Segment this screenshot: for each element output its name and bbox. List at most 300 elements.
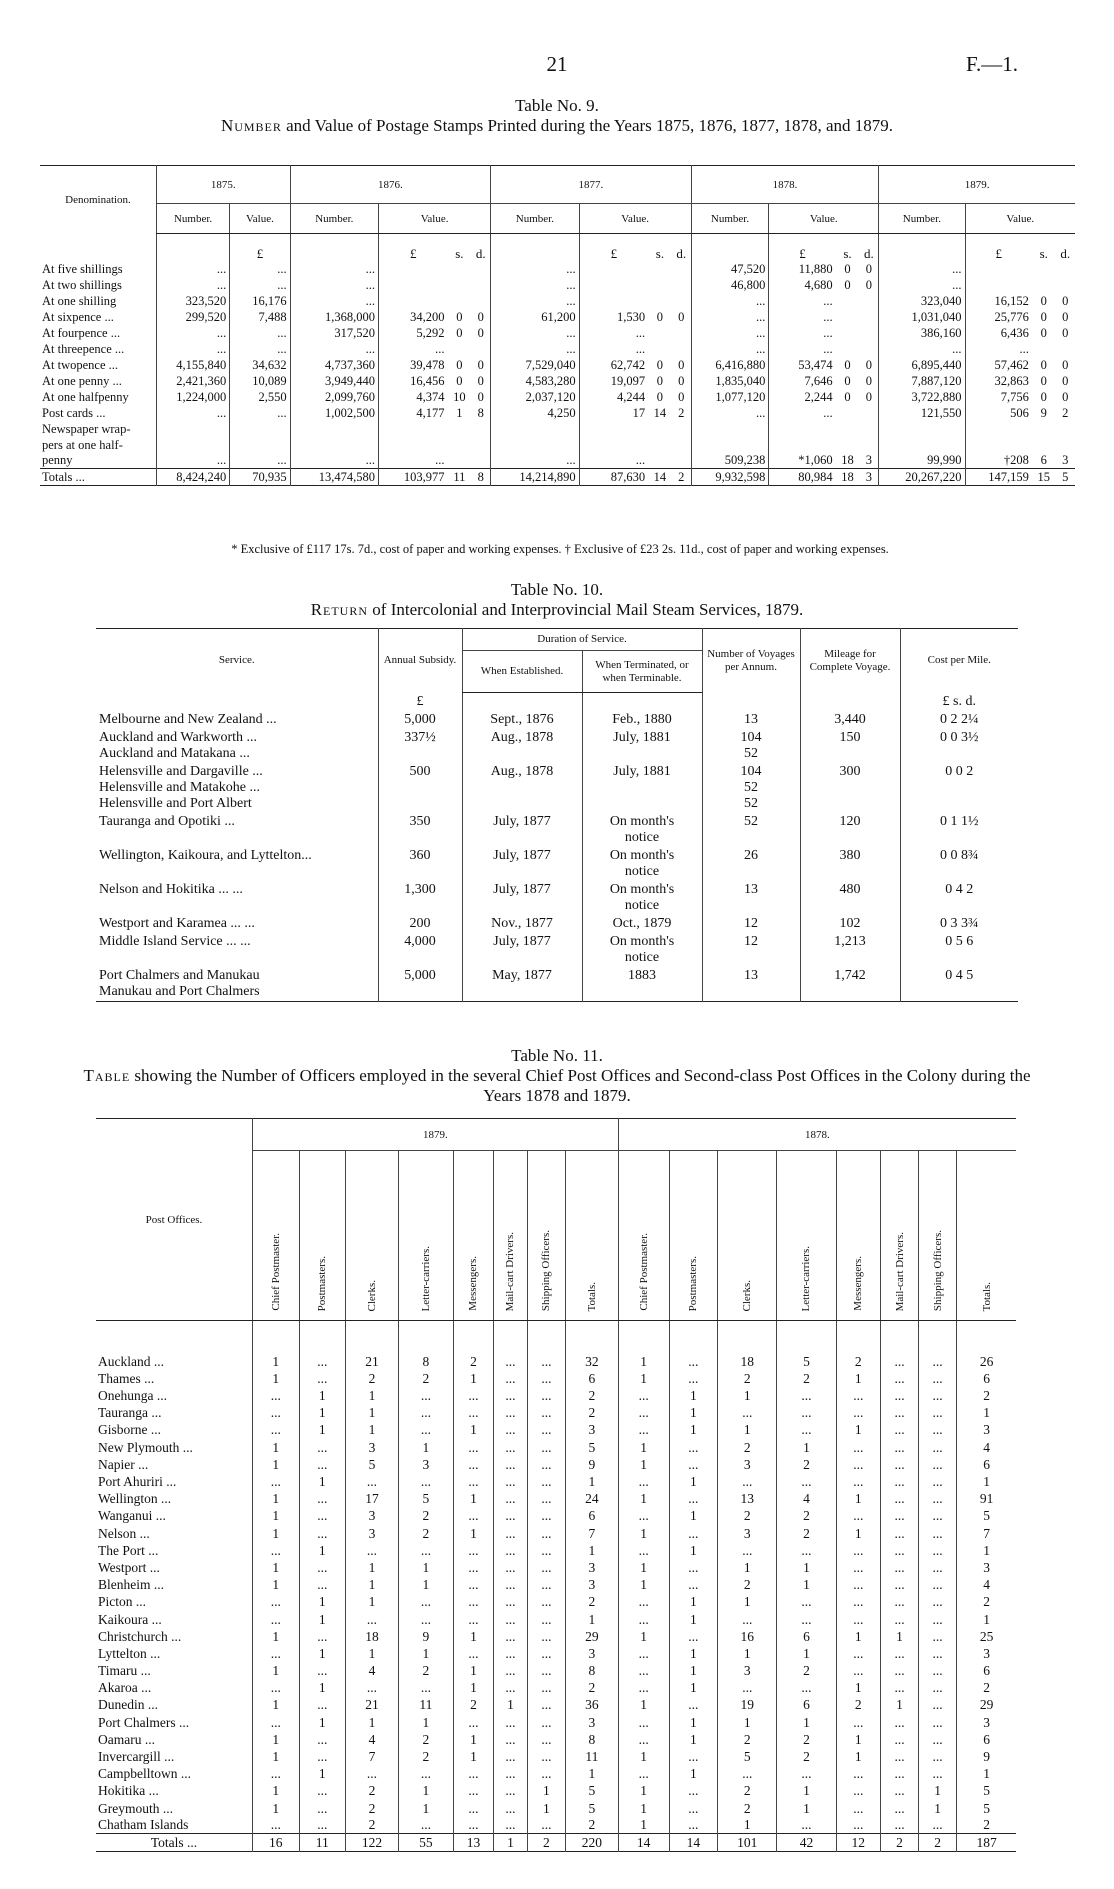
terminated-line: On month's [609,881,675,897]
post-office-row [96,1473,1016,1490]
officer-count: 2 [957,1679,1016,1696]
post-office-name: Hokitika ... [98,1783,159,1799]
value-cell [448,421,472,437]
column-label: Chief Postmaster. [637,1233,650,1311]
officer-count: 1 [618,1438,669,1455]
value-cell: 6,895,440 [879,357,965,373]
when-terminated [582,813,702,847]
officer-count: ... [494,1713,528,1730]
officer-count: 1 [398,1799,453,1816]
officer-count: ... [494,1559,528,1576]
officer-count: ... [453,1404,493,1421]
post-office-row [96,1748,1016,1765]
service-name [96,813,378,847]
terminated-line: On month's [609,813,675,829]
value-cell: ... [769,325,836,341]
service-name [96,967,378,1002]
officer-count: ... [919,1370,957,1387]
value-cell [1032,341,1056,357]
value-cell: 0 [1062,389,1069,404]
value-cell: 6 [1040,453,1047,467]
value-cell: 1,002,500 [290,405,378,421]
value-cell: *1,060 [769,453,836,469]
mileage: 102 [800,915,900,933]
officer-count: 5 [777,1353,836,1370]
value-cell: 18 [841,453,854,467]
value-cell: †208 [965,453,1032,469]
officer-count: ... [527,1490,565,1507]
value-cell: 87,630 [579,469,648,486]
service-row [96,967,1018,1002]
value-cell: ... [290,261,378,277]
post-office-row [96,1370,1016,1387]
officer-count: 7 [957,1524,1016,1541]
officer-count: ... [494,1662,528,1679]
denomination-label: penny [42,453,73,467]
officer-count: ... [527,1696,565,1713]
value-cell [648,453,672,469]
officer-count: ... [919,1559,957,1576]
officer-count: ... [836,1438,880,1455]
officer-count: 42 [777,1834,836,1852]
value-cell [156,421,229,437]
value-cell: ... [769,341,836,357]
officer-count: ... [453,1507,493,1524]
officer-count: ... [398,1404,453,1421]
voyages-per-annum [702,847,800,881]
officer-count: 9 [565,1456,618,1473]
officer-column-header [777,1151,836,1321]
officer-count: 9 [398,1628,453,1645]
stamp-row [40,341,1075,357]
denomination-label: At twopence ... [42,357,119,372]
officer-count: 91 [957,1490,1016,1507]
value-cell: ... [230,261,290,277]
value-cell: 25,776 [965,309,1032,325]
pound-unit: £ [379,234,448,261]
officer-count: ... [669,1628,718,1645]
officer-count: 1 [299,1421,346,1438]
officer-count: ... [919,1593,957,1610]
officer-count: ... [919,1731,957,1748]
officer-count: 4 [957,1438,1016,1455]
denomination-label: At one halfpenny [42,389,129,404]
value-cell: 0 [844,357,851,372]
officer-count: 1 [669,1645,718,1662]
year-header-1878: 1878. [691,166,879,204]
officer-count: 1 [669,1473,718,1490]
value-cell [1056,341,1075,357]
terminated-line: notice [624,949,660,965]
shilling-unit: s. [455,245,464,261]
officer-count: ... [919,1524,957,1541]
value-cell: 53,474 [769,357,836,373]
officer-count: ... [836,1610,880,1627]
officer-count: 25 [957,1628,1016,1645]
value-cell: ... [379,341,448,357]
value-cell [1032,277,1056,293]
value-cell: 16,152 [965,293,1032,309]
officer-count: 1 [836,1421,880,1438]
officer-count: 5 [398,1490,453,1507]
officer-count: ... [494,1610,528,1627]
officer-count: ... [494,1524,528,1541]
terminated-line: notice [624,829,660,845]
value-cell: 1,368,000 [290,309,378,325]
officer-count: 1 [718,1645,777,1662]
value-cell: 0 [678,309,685,324]
officer-count: 4 [346,1662,399,1679]
voyages-line: 12 [744,915,758,931]
value-cell: 0 [477,357,484,372]
value-cell: 0 [1062,357,1069,372]
shilling-unit: s. [655,245,665,261]
officer-count: ... [919,1404,957,1421]
officer-count: ... [253,1713,300,1730]
officer-count: ... [618,1404,669,1421]
value-cell: 1,031,040 [879,309,965,325]
denomination-label: Post cards ... [42,405,106,420]
officer-count: 1 [253,1696,300,1713]
post-office-name: Picton ... [98,1594,147,1610]
voyages-per-annum [702,763,800,813]
officer-count: ... [346,1473,399,1490]
value-cell: 32,863 [965,373,1032,389]
value-header: Value. [579,204,691,234]
officer-count: ... [494,1421,528,1438]
value-cell: 121,550 [879,405,965,421]
denomination-label: pers at one half- [42,437,123,452]
value-cell: 0 [1040,325,1047,340]
officer-count: 2 [453,1353,493,1370]
pence-unit: d. [1060,245,1071,261]
officer-count: 1 [253,1628,300,1645]
value-cell: 14 [653,405,667,420]
officer-count: ... [527,1438,565,1455]
value-cell: 80,984 [769,469,836,486]
value-cell: ... [769,309,836,325]
officer-count: ... [527,1593,565,1610]
value-cell: ... [491,293,579,309]
officer-count: 6 [957,1456,1016,1473]
officer-count: ... [919,1748,957,1765]
officer-count: ... [527,1353,565,1370]
officer-count: 1 [777,1576,836,1593]
value-cell: ... [491,277,579,293]
value-cell: ... [491,341,579,357]
value-cell: 14 [648,469,672,486]
value-cell: 0 [656,357,664,372]
officer-count: 1 [669,1593,718,1610]
terminated-header: When Terminated, or when Terminable. [582,651,702,693]
value-cell: ... [230,341,290,357]
officer-column-header [398,1151,453,1321]
officer-count: 1 [836,1679,880,1696]
officer-count: ... [919,1645,957,1662]
mileage: 3,440 [800,711,900,729]
post-office-name: Westport ... [98,1559,160,1575]
post-office-name: Wellington ... [98,1491,172,1507]
officer-count: 3 [957,1421,1016,1438]
post-office-row [96,1524,1016,1541]
annual-subsidy: 5,000 [378,711,462,729]
officer-count: 1 [346,1576,399,1593]
officer-count: 1 [836,1731,880,1748]
stamp-row [40,309,1075,325]
officer-count: ... [494,1507,528,1524]
value-cell: 8 [477,405,484,420]
service-line: Helensville and Dargaville ... [99,763,263,779]
annual-subsidy: 4,000 [378,933,462,967]
officer-count: ... [299,1782,346,1799]
value-cell: 15 [1032,469,1056,486]
table11-caption [80,1066,1034,1106]
value-cell [1056,261,1075,277]
when-established: July, 1877 [462,847,582,881]
post-office-row [96,1662,1016,1679]
officer-count: 1 [777,1645,836,1662]
officer-count: 1 [618,1799,669,1816]
pound-unit: £ [769,234,836,261]
officer-count: 1 [777,1559,836,1576]
value-cell [965,421,1032,437]
annual-subsidy: 200 [378,915,462,933]
post-office-name: Timaru ... [98,1663,151,1679]
value-cell [648,421,672,437]
officer-count: 1 [299,1645,346,1662]
value-cell: 4,737,360 [290,357,378,373]
service-name [96,711,378,729]
officer-count: 1 [253,1782,300,1799]
officer-count: ... [669,1799,718,1816]
officer-count: ... [494,1404,528,1421]
officer-count: ... [527,1473,565,1490]
when-established: May, 1877 [462,967,582,1002]
column-label: Clerks. [741,1279,754,1311]
officer-count: 1 [718,1817,777,1834]
officer-count: ... [253,1404,300,1421]
officer-count: 1 [618,1628,669,1645]
officer-count: ... [919,1542,957,1559]
value-cell [491,421,579,437]
post-office-row [96,1559,1016,1576]
officer-count: ... [777,1610,836,1627]
value-cell: 9 [1040,405,1047,420]
officer-count: 2 [718,1731,777,1748]
value-cell: 20,267,220 [879,469,965,486]
value-cell: 17 [579,405,648,421]
officer-count: 11 [299,1834,346,1852]
value-cell [648,277,672,293]
officer-count: 1 [253,1438,300,1455]
officer-count: 5 [957,1799,1016,1816]
postage-stamps-body [40,234,1075,486]
officer-count: 2 [398,1507,453,1524]
denomination-label: At fourpence ... [42,325,121,340]
officer-count: 2 [398,1731,453,1748]
post-office-row [96,1456,1016,1473]
officer-count: ... [618,1507,669,1524]
officer-count: 2 [398,1370,453,1387]
officer-count: 1 [669,1679,718,1696]
value-cell: 0 [1062,325,1069,340]
officer-count: 1 [253,1748,300,1765]
value-cell [379,293,448,309]
officer-count: 2 [398,1524,453,1541]
stamp-row [40,293,1075,309]
post-office-row [96,1679,1016,1696]
voyages-line: 104 [740,763,762,779]
number-header: Number. [491,204,579,234]
year-header-1876: 1876. [290,166,491,204]
service-line: Tauranga and Opotiki ... [99,813,235,829]
officer-count: ... [777,1387,836,1404]
officer-count: ... [299,1576,346,1593]
voyages-per-annum [702,813,800,847]
column-label: Letter-carriers. [419,1245,432,1311]
officer-count: ... [919,1456,957,1473]
officer-count: ... [453,1387,493,1404]
value-cell: 0 [1062,309,1069,324]
when-established: Aug., 1878 [462,763,582,813]
officer-count: ... [881,1713,919,1730]
mail-steam-services-table [96,628,1018,1002]
value-cell: 57,462 [965,357,1032,373]
value-cell [672,341,691,357]
officer-count: 5 [565,1782,618,1799]
officer-count: ... [777,1817,836,1834]
officer-count: 2 [777,1662,836,1679]
officer-count: 36 [565,1696,618,1713]
officer-count: ... [527,1713,565,1730]
table10-caption-lead: Return [310,600,369,619]
when-terminated [582,915,702,933]
value-header: Value. [965,204,1075,234]
officer-count: 1 [618,1782,669,1799]
value-cell: ... [965,341,1032,357]
officer-count: ... [253,1593,300,1610]
post-office-officers-table [96,1118,1016,1852]
officer-count: ... [836,1765,880,1782]
officer-count: ... [494,1748,528,1765]
value-cell [579,277,648,293]
value-cell: ... [230,405,290,421]
post-office-row [96,1645,1016,1662]
value-cell: 506 [965,405,1032,421]
officer-count: ... [299,1559,346,1576]
officer-count: ... [527,1370,565,1387]
officer-count: 3 [565,1559,618,1576]
value-cell: 1,224,000 [156,389,229,405]
value-cell [448,293,472,309]
officer-count: 18 [346,1628,399,1645]
officer-count: ... [881,1593,919,1610]
officer-count: 1 [253,1490,300,1507]
value-cell: 0 [844,389,851,404]
officer-count: ... [618,1542,669,1559]
officer-count: ... [253,1421,300,1438]
service-row [96,881,1018,915]
officer-count: 1 [669,1507,718,1524]
officer-count: ... [718,1765,777,1782]
mileage: 380 [800,847,900,881]
officer-count: 1 [618,1559,669,1576]
officer-count: ... [494,1473,528,1490]
officer-count: ... [669,1817,718,1834]
value-cell: 3,949,440 [290,373,378,389]
value-cell [379,437,448,453]
post-office-row [96,1404,1016,1421]
column-label: Chief Postmaster. [269,1233,282,1311]
officer-column-header [253,1151,300,1321]
number-header: Number. [290,204,378,234]
value-cell [448,453,472,469]
value-cell [672,261,691,277]
value-cell: 8 [471,469,490,486]
officer-count: ... [453,1559,493,1576]
officer-count: ... [669,1782,718,1799]
totals-row [96,1834,1016,1852]
value-cell: 0 [865,373,872,388]
service-header: Service. [218,654,255,667]
officer-count: 1 [299,1387,346,1404]
officer-count: ... [453,1473,493,1490]
officer-count: ... [453,1782,493,1799]
duration-header: Duration of Service. [462,629,702,651]
officer-count: ... [453,1799,493,1816]
post-office-name: Oamaru ... [98,1731,155,1747]
value-cell: 3 [1062,453,1069,467]
officer-count: 2 [777,1370,836,1387]
value-cell [379,277,448,293]
officer-count: 1 [718,1713,777,1730]
officer-count: 2 [777,1456,836,1473]
value-cell: ... [769,405,836,421]
officer-count: ... [881,1507,919,1524]
officer-count: ... [527,1817,565,1834]
officer-count: 1 [565,1542,618,1559]
value-cell [448,261,472,277]
officer-count: 1 [398,1438,453,1455]
when-terminated [582,933,702,967]
service-line: Westport and Karamea ... ... [99,915,255,931]
officer-count: 8 [565,1731,618,1748]
officer-count: ... [527,1507,565,1524]
post-office-name: Blenheim ... [98,1577,164,1593]
officer-count: 2 [565,1404,618,1421]
officer-count: 16 [718,1628,777,1645]
officer-count: ... [836,1576,880,1593]
value-cell [672,277,691,293]
officer-count: ... [919,1353,957,1370]
value-cell: 34,632 [230,357,290,373]
officer-count: 1 [253,1524,300,1541]
officer-count: 13 [453,1834,493,1852]
value-cell: 4,250 [491,405,579,421]
value-cell [448,437,472,453]
mileage: 1,213 [800,933,900,967]
value-cell [579,293,648,309]
voyages-per-annum [702,729,800,763]
officer-count: ... [346,1610,399,1627]
voyages-line: 52 [744,745,758,761]
value-cell: 16,176 [230,293,290,309]
officer-count: ... [494,1645,528,1662]
service-name [96,763,378,813]
value-cell: 4,155,840 [156,357,229,373]
voyages-line: 13 [744,881,758,897]
officer-count: ... [527,1731,565,1748]
